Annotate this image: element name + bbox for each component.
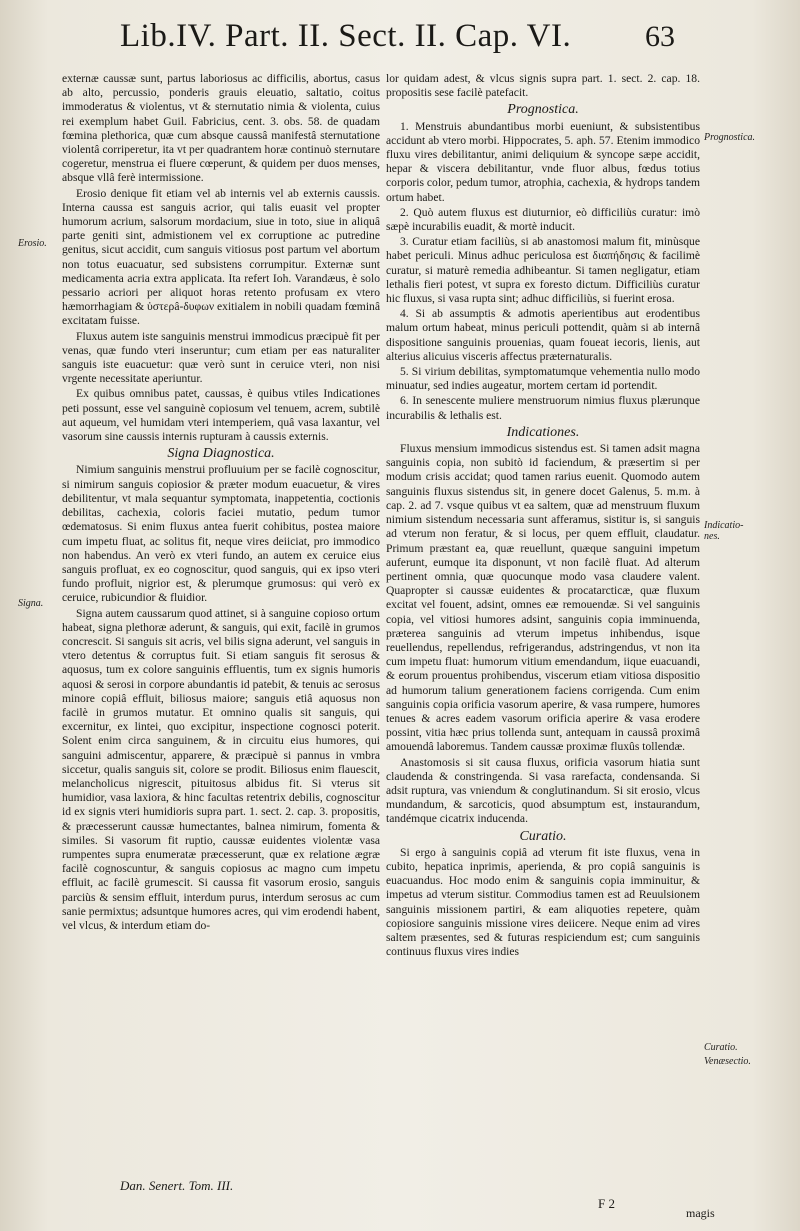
margin-note-indicationes: Indicatio-nes. <box>704 520 744 542</box>
left-paragraph-2: Erosio denique fit etiam vel ab internis vel ab externis caussis. Interna caussa est sanguis acrior, qui talis euasit vel propter humorum acrium, salsorum mordacium, siue in toto, siue in aliquâ parte geniti sint, admistionem vel ex corruptione ac putredine genitus, sicut accidit, cum sanguis vitiosus post partum vel abortum non totus euacuatur, sed subsistens corrumpitur. Externæ sunt medicamenta acria extra applicata. Ita refert Ioh. Varandæus, è solo pessario acriori per aliquot horas retento profusam ex vtero hæmorrhagiam & ὑστερâ-δυφων exitialem in nobili quadam fœminâ excitatam fuisse. <box>62 186 380 328</box>
margin-note-signa: Signa. <box>18 598 44 609</box>
heading-signa-diagnostica: Signa Diagnostica. <box>167 446 275 462</box>
running-title: Lib.IV. Part. II. Sect. II. Cap. VI. <box>120 18 572 54</box>
right-paragraph-2: Fluxus mensium immodicus sistendus est. Si tamen adsit magna sanguinis copia, non subitò id faciendum, & præsertim si per modum crisis accidat; quod tamen rarius euenit. Quomodo autem sanguinis fluxus sistendus sit, in genere docet Galenus, 5. m.m. à cap. 2. ad 7. vsque quibus vt ea saltem, quæ ad menstruum fluxum nimium sistendum necessaria sunt afferamus, sistitur is, si sanguis ad vterum non feratur, & si locus, per quem effluit, claudatur. Primum præstant ea, quæ reuellunt, quæque sanguini impetum auferunt, eumque ita disponunt, vt non facilè fluat. Ad alterum pertinent omnia, quæ quocunque modo vasa claudere valent. Quapropter si caussæ euidentes & procatarcticæ, quæ fluxum excitat vel fouent, adsint, omnes eæ remouendæ. Si vel sanguinis copia, vel vitiosi humores adsint, sanguinis copia imminuenda, præterea sanguinis ad vterum impetus inhibendus, isque reuellendus, repellendus, refrigerandus, adstringendus, vt non ita cum impetu fluat: humorum vitium emendandum, iique euacuandi, & eorum prouentus prohibendus, viscerum etiam vitiosa dispositio ad humorum talium generationem faciens corrigenda. Cum enim sanguinis copia orificia vasorum aperire, & vasa rumpere, humores tenues & acres eadem vasorum orificia aperire & vasa erodere possint, vitia hæc prius tollenda sunt, antequam in caussâ proximâ amouendâ laboremus. Tandem caussæ proximæ fluxûs tollendæ. <box>386 442 700 754</box>
heading-indicationes: Indicationes. <box>506 424 580 440</box>
footer-author: Dan. Senert. Tom. III. <box>120 1178 234 1193</box>
left-column <box>62 72 380 1187</box>
right-paragraph-4: Si ergo à sanguinis copiâ ad vterum fit iste fluxus, vena in cubito, hepatica inprimis, aperienda, & pro copiâ sanguinis is euacuandus. Hoc modo enim & sanguinis copia imminuitur, & impetus ad vterum sistitur. Commodius tamen est ad Reuulsionem sanguinis missionem partiri, & eam aliquoties repetere, quàm copiosiore sanguinis missione vires deiicere. Neque enim ad vires saltem præsentes, sed & futuras respiciendum est; cum sanguinis continuus fluxus vires indies <box>386 845 700 959</box>
left-paragraph-4: Ex quibus omnibus patet, caussas, è quibus vtiles Indicationes peti possunt, esse vel sanguinè copiosum vel tenuem, acrem, subtilè aut aqueum, vel humidam vteri intemperiem, quâ vasa laxantur, vel vasorum sine caussis internis rupturam à caussis externis. <box>62 387 380 444</box>
margin-note-prognostica: Prognostica. <box>704 132 756 143</box>
prognostic-item-4: 4. Si ab assumptis & admotis aperientibus aut erodentibus malum ortum habeat, minus periculi pottendit, quàm si ab internâ dispositione sanguinis prouenias, quam foueat iecoris, lienis, aut alterius alicuius visceris affectus præternaturalis. <box>386 307 700 363</box>
signature-mark: F 2 <box>598 1196 615 1211</box>
right-paragraph-1: lor quidam adest, & vlcus signis supra part. 1. sect. 2. cap. 18. propositis sese facilè patefacit. <box>386 72 700 100</box>
prognostic-item-5: 5. Si virium debilitas, symptomatumque vehementia nullo modo minuatur, sed indies augeatur, mortem certam id portendit. <box>386 365 700 393</box>
left-paragraph-5: Nimium sanguinis menstrui profluuium per se facilè cognoscitur, si nimirum sanguis copiosior & præter modum euacuetur, & vires debilitentur, vt mala sequantur symptomata, inappetentia, coctionis debilitas, cachexia, coloris faciei mutatio, pedum tumor œdematosus. Si enim fluxus antea fuerit cohibitus, postea maiore cum impetu fluat, ac solitus fit, neque vires deiiciat, pro immodico non habendus. An verò ex vteri fundo, an autem ex ceruice eius sanguis profluat, ex eo cognoscitur, quod sanguis, qui ex ipso vteri fundo profluit, nigrior est, & plerumque grumosus: qui verò ex ceruice, rubicundior & fluidior. <box>62 463 380 605</box>
right-paragraph-3: Anastomosis si sit causa fluxus, orificia vasorum hiatia sunt claudenda & constringenda. Si vasa rarefacta, condensanda. Si adsit ruptura, vas vniendum & conglutinandum. Si sit erosio, vlcus mundandum, & sarcoticis, quod absumptum est, instaurandum, tandémque cicatrix inducenda. <box>386 755 700 826</box>
heading-curatio: Curatio. <box>519 828 567 844</box>
page-number: 63 <box>645 20 675 53</box>
right-column <box>386 72 700 1192</box>
margin-note-venaesectio: Venæsectio. <box>704 1056 751 1067</box>
margin-note-curatio: Curatio. <box>704 1042 738 1053</box>
prognostic-item-1: 1. Menstruis abundantibus morbi eueniunt, & subsistentibus accidunt ab vtero morbi. Hippocrates, 5. aph. 57. Etenim immodico fluxu vires debilitantur, animi deliquium & syncope sæpe accidit, hepar & viscera debilitantur, vnde fluor albus, fœdus totius corporis color, pedum tumor, atrophia, cachexia, & hydrops tandem ortum habet. <box>386 119 700 204</box>
catchword: magis <box>686 1206 715 1220</box>
prognostic-item-6: 6. In senescente muliere menstruorum nimius fluxus plærunque incurabilis & lethalis est. <box>386 394 700 422</box>
prognostic-item-3: 3. Curatur etiam faciliùs, si ab anastomosi malum fit, minùsque habet periculi. Minus adhuc periculosa est διαπήδησις & facilimè curatur, si maturè remedia adhibeantur. Si tamen negligatur, etiam lethalis fieri potest, vt supra ex foresto dictum. Difficiliùs curatur hic fluxus, si vasa rupta sint; adhuc difficiliùs, si fuerint erosa. <box>386 235 700 306</box>
margin-note-erosio: Erosio. <box>18 238 47 249</box>
left-paragraph-6: Signa autem caussarum quod attinet, si à sanguine copioso ortum habeat, signa plethoræ aderunt, & sanguis, qui exit, facilè in grumos concrescit. Si sanguis sit acris, vel bilis signa aderunt, vel sanguis in vtero detentus & corruptus fuit. Si etiam sanguis fit serosus & aquosus, tum ex colore sanguinis effluentis, tum ex signis humoris aquosi & serosi in corpore abundantis id patebit, & tenuis ac serosus minore copiâ effluit, biliosus maiore; sanguis etiâ aquosus non facilè in grumos mutatur. Et omnino qualis sit sanguis, qui excernitur, ex lintei, quo excipitur, inspectione cognosci poterit. Solent enim circa sanguinem, & in circuitu eius humores, qui sanguini admiscentur, apparere, & præcipuè si pannus in vmbra siccetur, qualis sanguis sit, colore se prodit. Biliosus enim flauescit, melancholicus nigrescit, pituitosus albidus fit. Si vterus sit humidior, vasa laxiora, & hinc facultas retentrix debilis, cognoscitur id ex signis vteri humidioris supra part. 1. sect. 2. cap. 3. propositis, & præcesserunt caussæ humectantes, balnea nimirum, fomenta & similes. Si vasorum fit ruptio, caussæ euidentes violentæ vasa rumpentes supra enumeratæ præcesserunt, quæ ex relatione ægræ facilè cognoscuntur, & sanguis copiosus ac magno cum impetu effluit, ac facilè grumescit. Si caussa fit vasorum erosio, sanguis parciùs & sensim effluit, interdum purus, interdum serosus ac cum sanie permixtus; adsuntque humores acres, qui vim erodendi habent, vel vlcus, & interdum etiam do- <box>62 606 380 932</box>
left-paragraph-1: externæ caussæ sunt, partus laboriosus ac difficilis, abortus, casus ab alto, percussio, ponderis grauis eleuatio, saltatio, coitus immoderatus & violentus, vt & sternutatio nimia & violenta, cuius rei exemplum habet Guil. Fabricius, cent. 3. obs. 58. de quadam fœmina plethorica, quæ cum absque caussâ manifestâ sternutatione violentâ corriperetur, ita vt per quadrantem horæ continuò sternutare cogeretur, menstrua ei fluere cœperunt, & quidem per duos menses, absque vllâ ferè intermissione. <box>62 72 380 185</box>
heading-prognostica: Prognostica. <box>507 102 579 118</box>
left-paragraph-3: Fluxus autem iste sanguinis menstrui immodicus præcipuè fit per venas, quæ fundo vteri inseruntur; cum etiam per eas naturaliter sanguis iste euacuetur: quæ verò sunt in ceruice vteri, non nisi vrgente necessitate aperiuntur. <box>62 329 380 386</box>
prognostic-item-2: 2. Quò autem fluxus est diuturnior, eò difficiliùs curatur: imò sæpè incurabilis euadit, & mortè inducit. <box>386 205 700 234</box>
